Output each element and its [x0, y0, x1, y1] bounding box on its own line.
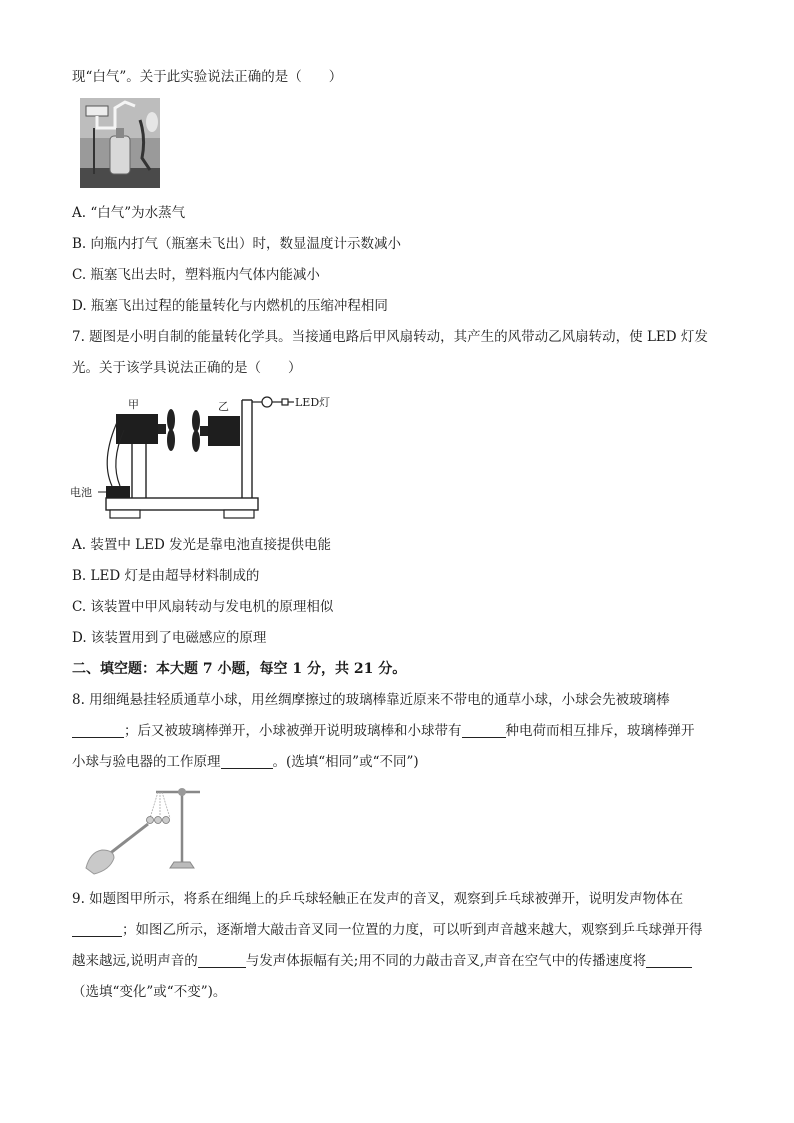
q9-stem-line2: ；如图乙所示，逐渐增大敲击音叉同一位置的力度，可以听到声音越来越大，观察到乒乓球弹开得: [72, 921, 703, 939]
q9-stem-line3: 越来越远,说明声音的 与发声体振幅有关;用不同的力敲击音叉,声音在空气中的传播速度将: [72, 952, 692, 970]
q8-blank-1[interactable]: [72, 723, 124, 738]
section-fill-in-title: 二、填空题：本大题 7 小题，每空 1 分，共 21 分。: [72, 661, 407, 677]
q8-blank-3[interactable]: [221, 754, 273, 769]
q8-stem-line2: ；后又被玻璃棒弹开，小球被弹开说明玻璃棒和小球带有 种电荷而相互排斥，玻璃棒弹开: [72, 722, 695, 740]
q8-blank-2[interactable]: [462, 723, 506, 738]
q7-option-b: B. LED 灯是由超导材料制成的: [72, 568, 260, 584]
q7-option-d: D. 该装置用到了电磁感应的原理: [72, 630, 267, 646]
q9-blank-1[interactable]: [72, 922, 122, 937]
q6-option-a: A. “白气”为水蒸气: [72, 205, 186, 221]
q6-option-b: B. 向瓶内打气（瓶塞未飞出）时，数显温度计示数减小: [72, 236, 402, 252]
q6-option-c: C. 瓶塞飞出去时，塑料瓶内气体内能减小: [72, 267, 320, 283]
q8-stem-line1: 8. 用细绳悬挂轻质通草小球，用丝绸摩擦过的玻璃棒靠近原来不带电的通草小球，小球会先被玻璃棒: [72, 692, 670, 708]
q7-label-battery: 电池: [70, 486, 92, 499]
q6-option-d: D. 瓶塞飞出过程的能量转化与内燃机的压缩冲程相同: [72, 298, 388, 314]
q7-stem-line2: 光。关于该学具说法正确的是（ ）: [72, 360, 302, 376]
q9-stem-line4: （选填“变化”或“不变”)。: [72, 984, 227, 1000]
q7-figure-fan-apparatus: [68, 390, 348, 525]
q7-label-jia: 甲: [128, 398, 139, 411]
q9-stem-line1: 9. 如题图甲所示，将系在细绳上的乒乓球轻触正在发声的音叉，观察到乒乓球被弹开，说明发声物体在: [72, 891, 684, 907]
q9-blank-2[interactable]: [198, 953, 246, 968]
q7-option-c: C. 该装置中甲风扇转动与发电机的原理相似: [72, 599, 334, 615]
q7-stem-line1: 7. 题图是小明自制的能量转化学具。当接通电路后甲风扇转动，其产生的风带动乙风扇转动，使 LED 灯发: [72, 329, 708, 345]
q8-figure-glass-rod: [84, 778, 214, 878]
q8-stem-line3: 小球与验电器的工作原理 。(选填“相同”或“不同”): [72, 754, 419, 770]
q6-figure-photo: [80, 98, 160, 188]
q7-option-a: A. 装置中 LED 发光是靠电池直接提供电能: [72, 537, 332, 553]
q6-stem-tail: 现“白气”。关于此实验说法正确的是（ ）: [72, 69, 343, 85]
q9-blank-3[interactable]: [646, 953, 692, 968]
q7-label-led: LED灯: [295, 396, 331, 409]
q7-label-yi: 乙: [218, 400, 229, 413]
